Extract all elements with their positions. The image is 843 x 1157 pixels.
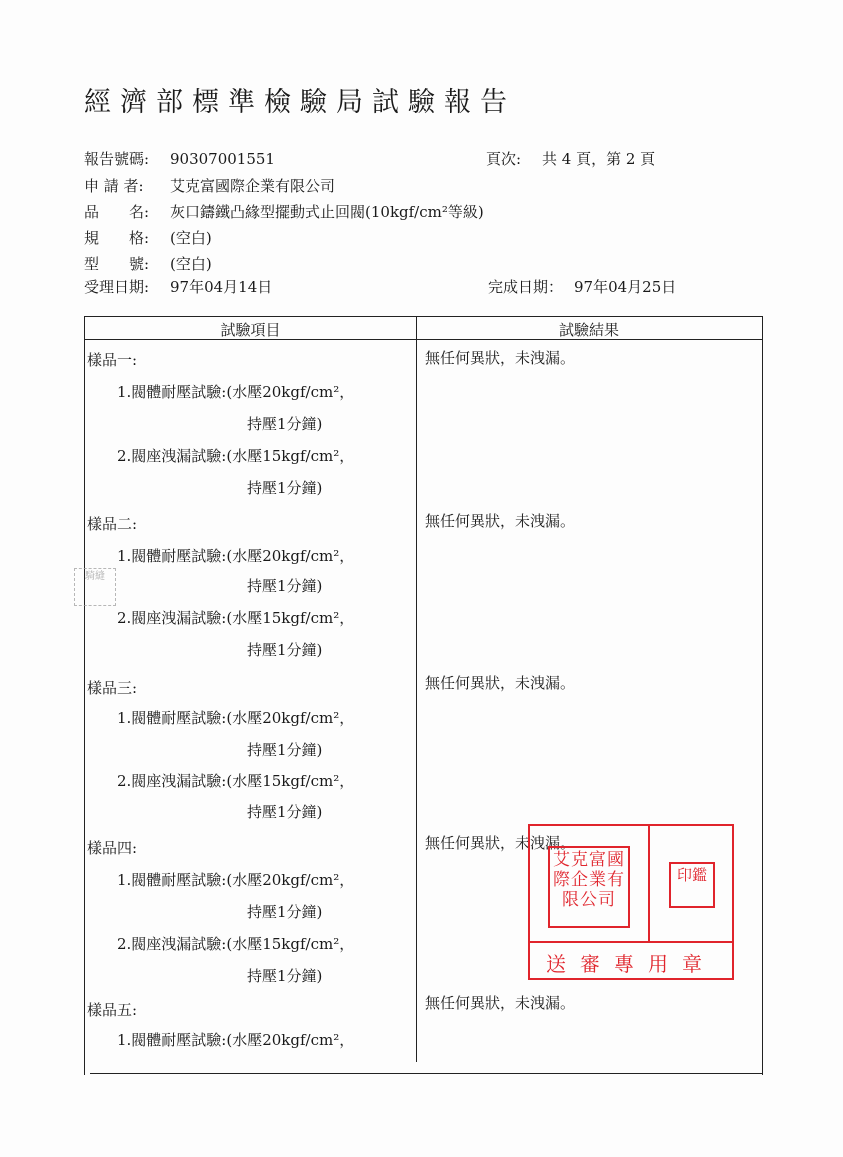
completed-date-value: 97年04月25日 <box>574 278 677 296</box>
model-field <box>84 253 212 274</box>
completed-date-label: 完成日期： <box>488 278 564 296</box>
report-title: 經濟部標準檢驗局試驗報告 <box>84 87 516 118</box>
spec-label: 規 格: <box>84 229 150 247</box>
report-number-value: 90307001551 <box>170 150 275 168</box>
applicant-label: 申 請 者: <box>84 177 144 195</box>
submission-stamp <box>528 824 734 980</box>
page-value: 共 4 頁，第 2 頁 <box>542 150 656 168</box>
page-field <box>486 148 655 169</box>
spec-value: (空白) <box>170 229 212 247</box>
test-result: 無任何異狀，未洩漏。 <box>425 834 576 852</box>
test-item: 1.閥體耐壓試驗:(水壓20kgf/cm²， <box>117 383 355 401</box>
applicant-value: 艾克富國際企業有限公司 <box>170 177 336 195</box>
test-item-continued: 持壓1分鐘) <box>247 415 323 433</box>
spec-field <box>84 227 212 248</box>
page-label: 頁次: <box>486 150 522 168</box>
product-field <box>84 201 484 222</box>
test-item: 1.閥體耐壓試驗:(水壓20kgf/cm²， <box>117 709 355 727</box>
test-item-continued: 持壓1分鐘) <box>247 903 323 921</box>
test-result: 無任何異狀，未洩漏。 <box>425 512 576 530</box>
received-date-label: 受理日期: <box>84 278 150 296</box>
seam-stamp-icon: 騎縫 <box>74 568 116 606</box>
company-seal-icon: 艾克富國際企業有限公司 <box>548 846 630 928</box>
column-divider <box>416 317 417 1062</box>
test-item-continued: 持壓1分鐘) <box>247 479 323 497</box>
sample-label: 樣品四: <box>87 839 138 857</box>
test-item: 2.閥座洩漏試驗:(水壓15kgf/cm²， <box>117 609 355 627</box>
completed-date-field <box>488 276 676 297</box>
test-result: 無任何異狀，未洩漏。 <box>425 994 576 1012</box>
model-label: 型 號: <box>84 255 150 273</box>
stamp-divider <box>530 941 732 943</box>
test-item: 1.閥體耐壓試驗:(水壓20kgf/cm²， <box>117 871 355 889</box>
test-item-continued: 持壓1分鐘) <box>247 577 323 595</box>
report-number-label: 報告號碼: <box>84 150 150 168</box>
sample-label: 樣品二: <box>87 515 138 533</box>
test-item-continued: 持壓1分鐘) <box>247 967 323 985</box>
test-item: 2.閥座洩漏試驗:(水壓15kgf/cm²， <box>117 935 355 953</box>
sample-label: 樣品三: <box>87 679 138 697</box>
stamp-caption: 送審專用章 <box>546 952 716 976</box>
table-bottom-border <box>90 1073 762 1074</box>
applicant-field <box>84 175 335 196</box>
sample-label: 樣品五: <box>87 1001 138 1019</box>
test-item: 2.閥座洩漏試驗:(水壓15kgf/cm²， <box>117 772 355 790</box>
test-item-continued: 持壓1分鐘) <box>247 741 323 759</box>
stamp-divider <box>648 826 650 941</box>
test-item: 1.閥體耐壓試驗:(水壓20kgf/cm²， <box>117 1031 355 1049</box>
test-result: 無任何異狀，未洩漏。 <box>425 674 576 692</box>
test-item: 1.閥體耐壓試驗:(水壓20kgf/cm²， <box>117 547 355 565</box>
column-header-test-item: 試驗項目 <box>220 321 281 339</box>
column-header-test-result: 試驗結果 <box>558 321 619 339</box>
product-label: 品 名: <box>84 203 150 221</box>
received-date-field <box>84 276 272 297</box>
test-result: 無任何異狀，未洩漏。 <box>425 349 576 367</box>
received-date-value: 97年04月14日 <box>170 278 273 296</box>
report-number-field <box>84 148 275 169</box>
table-header <box>85 317 762 340</box>
product-value: 灰口鑄鐵凸緣型擺動式止回閥(10kgf/cm²等級) <box>170 203 484 221</box>
sample-label: 樣品一: <box>87 351 138 369</box>
test-item: 2.閥座洩漏試驗:(水壓15kgf/cm²， <box>117 447 355 465</box>
test-item-continued: 持壓1分鐘) <box>247 641 323 659</box>
model-value: (空白) <box>170 255 212 273</box>
personal-seal-icon: 印鑑 <box>669 862 715 908</box>
test-item-continued: 持壓1分鐘) <box>247 803 323 821</box>
